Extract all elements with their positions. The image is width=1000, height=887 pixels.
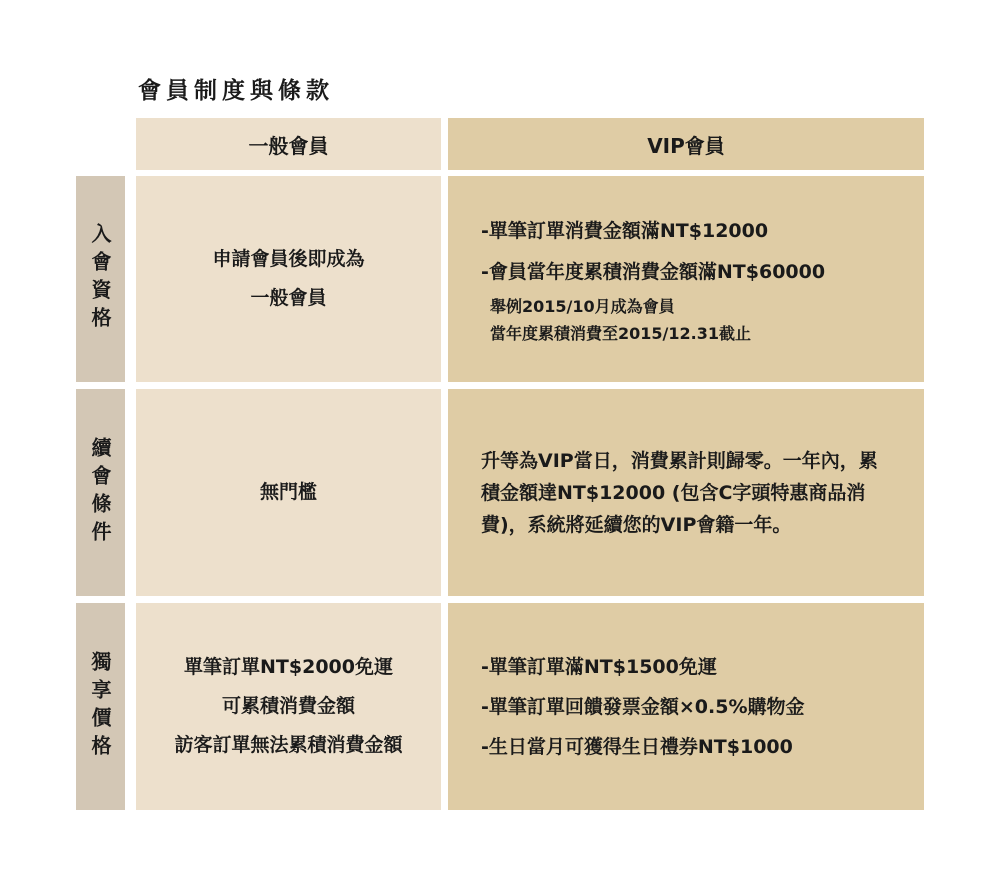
normal-pricing-cell (136, 603, 441, 810)
vip-pricing-item: -單筆訂單滿NT$1500免運 (481, 655, 717, 678)
row-label-exclusive-pricing (76, 603, 125, 810)
row-label-text: 續會條件 (88, 436, 112, 549)
vip-qualification-note: 當年度累積消費至2015/12.31截止 (490, 324, 751, 343)
vip-renewal-cell (448, 389, 924, 596)
row-label-membership-qualification (76, 176, 125, 382)
vip-qualification-cell (448, 176, 924, 382)
normal-renewal-cell (136, 389, 441, 596)
header-vip-member: VIP會員 (448, 118, 924, 170)
normal-pricing-line: 訪客訂單無法累積消費金額 (174, 734, 403, 756)
normal-qualification-cell (136, 176, 441, 382)
normal-renewal-text: 無門檻 (259, 481, 317, 503)
vip-pricing-cell (448, 603, 924, 810)
row-label-text: 入會資格 (88, 223, 112, 335)
page-title: 會員制度與條款 (138, 78, 334, 104)
vip-qualification-item: -單筆訂單消費金額滿NT$12000 (481, 220, 769, 242)
normal-qualification-line: 一般會員 (250, 287, 327, 309)
normal-qualification-line: 申請會員後即成為 (212, 248, 365, 270)
row-label-renewal-conditions (76, 389, 125, 596)
vip-qualification-note: 舉例2015/10月成為會員 (490, 297, 675, 316)
vip-pricing-item: -單筆訂單回饋發票金額×0.5%購物金 (481, 695, 805, 718)
header-normal-member: 一般會員 (136, 118, 441, 170)
normal-pricing-line: 可累積消費金額 (221, 695, 355, 717)
vip-qualification-item: -會員當年度累積消費金額滿NT$60000 (481, 261, 826, 283)
row-label-text: 獨享價格 (88, 650, 112, 763)
vip-renewal-text: 升等為VIP當日，消費累計則歸零。一年內，累積金額達NT$12000 (包含C字頭特惠商品消費)，系統將延續您的VIP會籍一年。 (481, 449, 878, 536)
vip-pricing-item: -生日當月可獲得生日禮券NT$1000 (481, 735, 793, 758)
normal-pricing-line: 單筆訂單NT$2000免運 (184, 656, 393, 678)
